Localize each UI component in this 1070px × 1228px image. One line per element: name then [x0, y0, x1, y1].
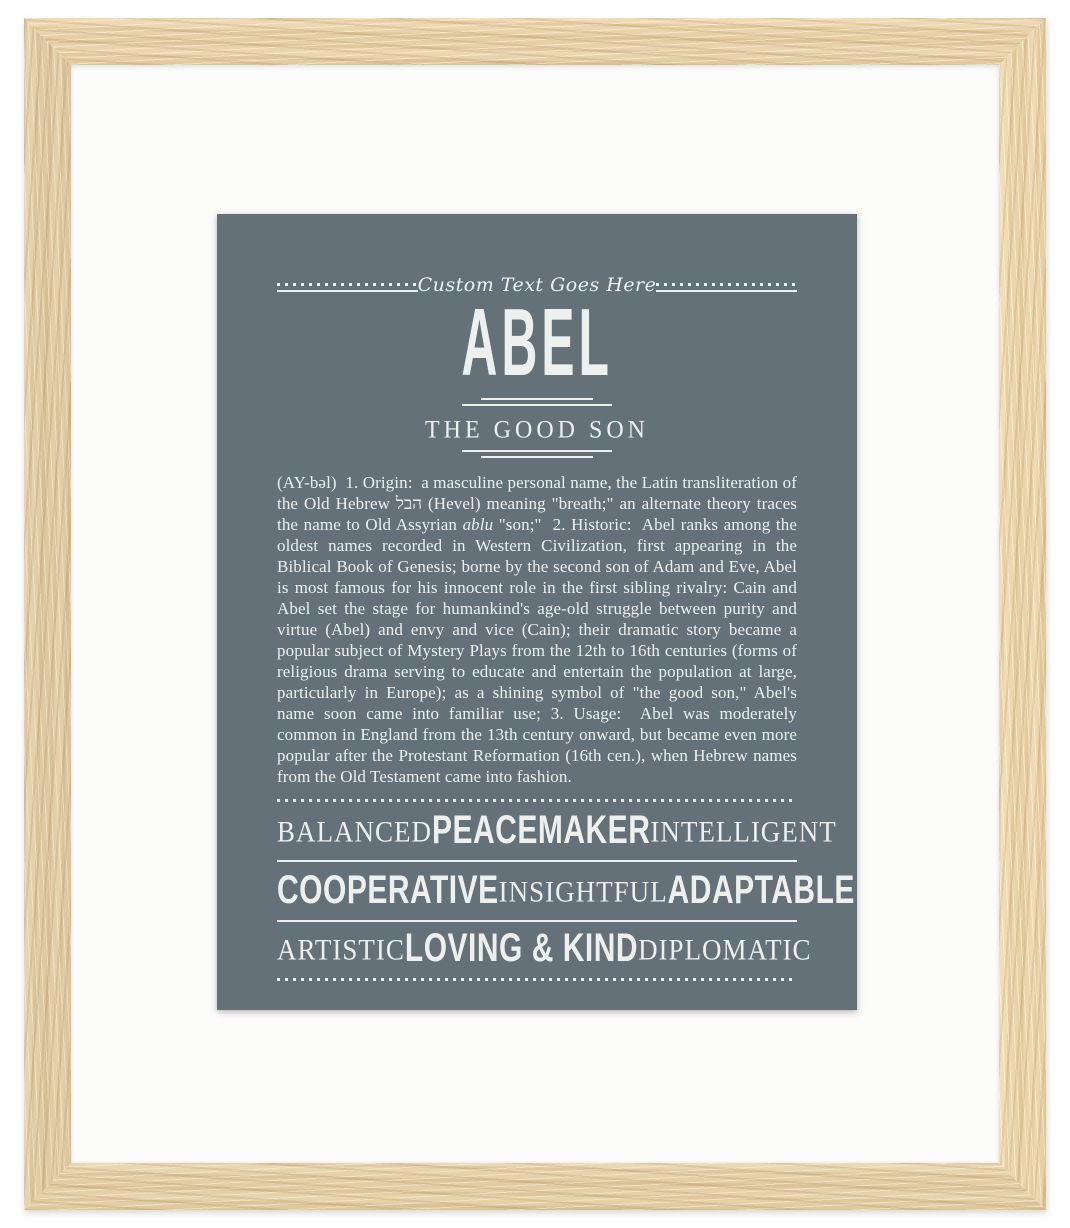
frame-edge-right — [999, 18, 1046, 1210]
name-art-print — [217, 214, 857, 1010]
trait-word: ADAPTABLE — [667, 868, 855, 913]
separator-above-epithet — [277, 398, 797, 406]
trait-word: DIPLOMATIC — [638, 933, 812, 966]
custom-text-label: Custom Text Goes Here — [417, 274, 657, 296]
trait-word: COOPERATIVE — [277, 868, 499, 913]
separator-line-long — [462, 450, 612, 452]
trait-word: INSIGHTFUL — [498, 875, 668, 908]
separator-line-short — [481, 456, 593, 458]
frame-edge-top — [24, 18, 1046, 65]
trait-row-1 — [277, 808, 837, 854]
trait-row-2 — [277, 868, 855, 914]
trait-word: BALANCED — [277, 815, 432, 848]
epithet-label: THE GOOD SON — [425, 416, 649, 444]
dots-row — [656, 283, 797, 286]
definition-paragraph — [277, 472, 802, 787]
dotted-rule-right — [656, 283, 797, 300]
traits-divider-top — [277, 799, 797, 802]
dotted-rule-left — [277, 283, 418, 300]
trait-word: LOVING & KIND — [404, 926, 639, 971]
trait-word: INTELLIGENT — [650, 815, 837, 848]
name-title-text: ABEL — [461, 288, 613, 396]
separator-line-long — [462, 404, 612, 406]
definition-italic-word: ablu — [462, 515, 494, 534]
trait-rule-2 — [277, 920, 797, 922]
underline-bar — [277, 290, 418, 292]
traits-divider-bottom — [277, 978, 797, 981]
trait-word: PEACEMAKER — [432, 808, 651, 853]
trait-rule-1 — [277, 860, 797, 862]
trait-row-3 — [277, 926, 812, 972]
definition-text-end: "son;" 2. Historic: Abel ranks among the oldest names recorded in Western Civilization, first appearing in the Biblical Book of Genesis; borne by the second son of Adam and Eve, Abel is most famous for his innocent role in the first sibling rivalry: Cain and Abel set the stage for humankind's age-old struggle between purity and virtue (Abel) and envy and vice (Cain); their dramatic story became a popular subject of Mystery Plays from the 12th to 16th centuries (forms of religious drama serving to educate and entertain the population at large, particularly in Europe); as a shining symbol of "the good son," Abel's name soon came into familiar use; 3. Usage: Abel was moderately common in England from the 13th century onward, but became even more popular after the Protestant Reformation (16th cen.), when Hebrew names from the Old Testament came into fashion. — [277, 515, 802, 786]
trait-word: ARTISTIC — [277, 933, 405, 966]
frame-edge-bottom — [24, 1163, 1046, 1210]
underline-bar — [656, 290, 797, 292]
separator-line-short — [481, 398, 593, 400]
dots-row — [277, 283, 418, 286]
name-title — [277, 288, 797, 396]
definition-text-start: (AY-bəl) 1. Origin: a masculine personal name, the Latin transliteration of the Old Hebrew הבל (Hevel) meaning "breath;" an alternate theory traces the name to Old Assyrian — [277, 473, 802, 534]
separator-below-epithet — [277, 450, 797, 458]
frame-edge-left — [24, 18, 71, 1210]
